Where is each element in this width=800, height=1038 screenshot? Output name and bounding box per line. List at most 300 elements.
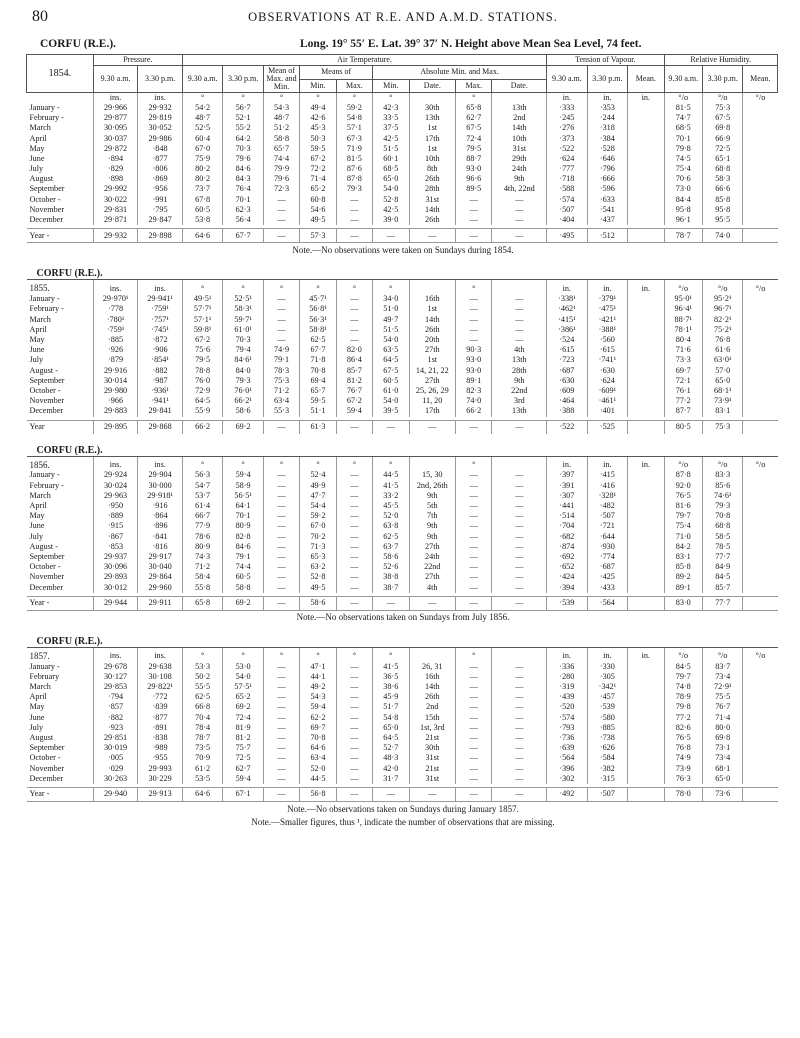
value-cell: ·759¹ (138, 304, 183, 314)
unit-cell: °/o (702, 456, 742, 471)
value-cell (743, 315, 778, 325)
value-cell: ·926 (93, 345, 138, 355)
value-cell (628, 103, 664, 113)
value-cell: 66·9 (702, 134, 742, 144)
unit-cell: in. (587, 93, 627, 104)
unit-cell: ins. (93, 647, 138, 662)
value-cell (743, 406, 778, 416)
value-cell: — (456, 542, 492, 552)
value-cell (628, 205, 664, 215)
value-cell: ·906 (138, 345, 183, 355)
unit-cell: ° (182, 93, 222, 104)
temp-930-header: 9.30 a.m. (182, 66, 222, 93)
value-cell: 9th (492, 174, 547, 184)
value-cell: 29·847 (138, 215, 183, 225)
value-cell: ·328¹ (587, 491, 627, 501)
value-cell: ·584 (587, 753, 627, 763)
year-summary-cell: — (492, 596, 547, 610)
value-cell: — (263, 682, 299, 692)
table-row (27, 154, 778, 164)
month-cell: November (29, 763, 65, 773)
table-row (27, 753, 778, 763)
value-cell: 56·3 (182, 471, 222, 481)
value-cell: ·682 (547, 532, 587, 542)
value-cell: ·956 (138, 185, 183, 195)
value-cell: ·029 (93, 764, 138, 774)
value-cell: 71·2 (263, 386, 299, 396)
year-summary-cell: 69·2 (223, 596, 263, 610)
value-cell: 79·5 (182, 355, 222, 365)
value-cell: 29·819 (138, 113, 183, 123)
air-temperature-header: Air Temperature. (182, 55, 546, 66)
table-row (27, 315, 778, 325)
value-cell: 72·4 (223, 713, 263, 723)
year-summary-cell: — (263, 788, 299, 802)
value-cell: ·507 (547, 205, 587, 215)
note-row (27, 802, 778, 817)
value-cell (743, 774, 778, 784)
value-cell: 70·1 (664, 134, 702, 144)
value-cell: 76·8 (664, 743, 702, 753)
value-cell: 55·9 (182, 406, 222, 416)
units-row (27, 93, 778, 104)
value-cell: — (492, 662, 547, 672)
value-cell: 80·2 (182, 164, 222, 174)
value-cell: 72·9 (182, 386, 222, 396)
value-cell: 59·4 (300, 703, 336, 713)
unit-cell: ins. (93, 280, 138, 295)
value-cell: 76·3 (664, 774, 702, 784)
value-cell: — (263, 315, 299, 325)
year-header: 1854. (27, 55, 94, 93)
month-cell: January - (29, 661, 60, 671)
value-cell: — (336, 491, 372, 501)
value-cell: 29·877 (93, 113, 138, 123)
month-cell: August - (29, 365, 58, 375)
value-cell: — (456, 562, 492, 572)
value-cell: — (336, 325, 372, 335)
value-cell: ·626 (587, 743, 627, 753)
value-cell: 93·0 (456, 355, 492, 365)
year-summary-cell: 74·0 (702, 229, 742, 243)
value-cell: 84·6 (223, 542, 263, 552)
value-cell: — (492, 774, 547, 784)
year-summary-cell (628, 229, 664, 243)
value-cell: 70·6 (664, 174, 702, 184)
value-cell: 52·5 (182, 123, 222, 133)
value-cell: — (336, 195, 372, 205)
value-cell: ·425 (587, 572, 627, 582)
value-cell: 75·4 (664, 164, 702, 174)
value-cell: 29·851 (93, 733, 138, 743)
value-cell: — (456, 733, 492, 743)
value-cell: — (336, 682, 372, 692)
value-cell: 30·108 (138, 672, 183, 682)
station-heading-row (27, 625, 778, 648)
value-cell: 76·5 (664, 491, 702, 501)
value-cell: — (456, 501, 492, 511)
value-cell: 62·5 (373, 532, 409, 542)
unit-cell: ° (182, 280, 222, 295)
means-of-header: Means of (300, 66, 373, 80)
value-cell: 77·9 (182, 521, 222, 531)
year-summary-cell (628, 596, 664, 610)
value-cell: 24th (492, 164, 547, 174)
value-cell: 63·0¹ (702, 355, 742, 365)
table-row (27, 764, 778, 774)
year-summary-cell: 58·6 (300, 596, 336, 610)
year-summary-row (27, 788, 778, 802)
value-cell: 30·040 (138, 562, 183, 572)
value-cell (743, 366, 778, 376)
value-cell: 59·5 (300, 396, 336, 406)
value-cell: 49·9 (300, 481, 336, 491)
value-cell: — (492, 562, 547, 572)
value-cell: 54·3 (263, 103, 299, 113)
value-cell: ·396 (547, 764, 587, 774)
value-cell: — (263, 542, 299, 552)
value-cell (743, 215, 778, 225)
value-cell: 47·7 (300, 491, 336, 501)
value-cell: 66·6 (702, 185, 742, 195)
value-cell: 73·9 (664, 764, 702, 774)
month-cell: February (29, 671, 60, 681)
value-cell: 63·4 (300, 753, 336, 763)
unit-cell: ° (223, 647, 263, 662)
value-cell: 87·6 (336, 164, 372, 174)
value-cell: 30·096 (93, 562, 138, 572)
value-cell (743, 501, 778, 511)
table-row (27, 542, 778, 552)
value-cell: 78·9 (664, 692, 702, 702)
year-summary-cell: — (373, 420, 409, 434)
year-summary-cell: 29·911 (138, 596, 183, 610)
value-cell: ·757¹ (138, 315, 183, 325)
year-summary-cell: 67·7 (223, 229, 263, 243)
value-cell: 26th (409, 215, 456, 225)
value-cell: 61·2 (182, 764, 222, 774)
table-row (27, 103, 778, 113)
value-cell: 10th (492, 134, 547, 144)
year-summary-cell: 73·6 (702, 788, 742, 802)
value-cell: ·774 (587, 552, 627, 562)
value-cell: ·882 (138, 366, 183, 376)
month-cell: April (29, 133, 47, 143)
unit-cell: °/o (743, 280, 778, 295)
table-row (27, 511, 778, 521)
value-cell: ·795 (138, 205, 183, 215)
value-cell: — (492, 733, 547, 743)
value-cell: ·777 (547, 164, 587, 174)
table-row (27, 491, 778, 501)
value-cell: ·867 (93, 532, 138, 542)
value-cell: 65·0 (702, 774, 742, 784)
value-cell: 48·3 (373, 753, 409, 763)
table-row (27, 134, 778, 144)
value-cell: 57·7¹ (182, 304, 222, 314)
value-cell: — (456, 511, 492, 521)
value-cell (743, 491, 778, 501)
value-cell: ·955 (138, 753, 183, 763)
month-cell: September (29, 184, 65, 194)
value-cell: 70·4 (182, 713, 222, 723)
value-cell: ·342¹ (587, 682, 627, 692)
value-cell: 52·0 (300, 764, 336, 774)
value-cell: — (263, 562, 299, 572)
value-cell: 72·5 (702, 144, 742, 154)
value-cell (628, 396, 664, 406)
value-cell (743, 113, 778, 123)
year-label: 1856. (29, 459, 50, 470)
value-cell (628, 753, 664, 763)
value-cell (628, 471, 664, 481)
value-cell: — (456, 294, 492, 304)
month-cell: September (29, 375, 65, 385)
value-cell: 39·5 (373, 406, 409, 416)
value-cell: 68·5 (664, 123, 702, 133)
note-row (27, 610, 778, 625)
value-cell: ·872 (138, 335, 183, 345)
value-cell (628, 406, 664, 416)
month-cell: October - (29, 562, 61, 572)
value-cell (628, 134, 664, 144)
value-cell: 29·970¹ (93, 294, 138, 304)
value-cell: 81·9 (223, 723, 263, 733)
value-cell: 58·3¹ (223, 304, 263, 314)
unit-cell: °/o (702, 280, 742, 295)
value-cell: — (336, 471, 372, 481)
year-summary-cell (628, 420, 664, 434)
value-cell: 93·0 (456, 164, 492, 174)
table-row (27, 723, 778, 733)
value-cell: — (336, 304, 372, 314)
table-row (27, 304, 778, 314)
year-label: 1855. (29, 283, 50, 294)
unit-cell: ° (300, 280, 336, 295)
value-cell: 65·0 (702, 376, 742, 386)
year-summary-cell: 29·895 (93, 420, 138, 434)
value-cell: 69·7 (300, 723, 336, 733)
value-cell: — (336, 662, 372, 672)
unit-cell (409, 456, 456, 471)
value-cell: ·857 (93, 703, 138, 713)
table-row (27, 366, 778, 376)
value-cell: ·386¹ (547, 325, 587, 335)
value-cell (628, 562, 664, 572)
value-cell: 95·8 (702, 205, 742, 215)
month-cell: June (29, 345, 45, 355)
value-cell: — (456, 315, 492, 325)
value-cell: 64·1 (223, 501, 263, 511)
value-cell: ·882 (93, 713, 138, 723)
value-cell (628, 386, 664, 396)
value-cell: 75·7 (223, 743, 263, 753)
value-cell: 9th (492, 376, 547, 386)
value-cell: 84·2 (664, 542, 702, 552)
year-summary-cell: — (336, 788, 372, 802)
value-cell: 58·6 (373, 552, 409, 562)
year-summary-cell: — (492, 229, 547, 243)
value-cell: 54·3 (300, 692, 336, 702)
abs-min-header: Min. (373, 79, 409, 93)
value-cell: 14th (409, 315, 456, 325)
value-cell (743, 733, 778, 743)
station-heading-row (27, 434, 778, 457)
value-cell: — (263, 572, 299, 582)
month-cell: July (29, 355, 44, 365)
value-cell: ·388¹ (587, 325, 627, 335)
value-cell: — (456, 672, 492, 682)
value-cell: 84·3 (223, 174, 263, 184)
page-header (32, 6, 774, 28)
unit-cell: ° (456, 456, 492, 471)
value-cell: ·838 (138, 733, 183, 743)
value-cell: 48·7 (182, 113, 222, 123)
value-cell: 63·7 (373, 542, 409, 552)
year-summary-cell: 61·3 (300, 420, 336, 434)
value-cell: ·874 (547, 542, 587, 552)
value-cell (743, 471, 778, 481)
value-cell (743, 764, 778, 774)
value-cell: 51·5 (373, 144, 409, 154)
value-cell (628, 174, 664, 184)
value-cell: 79·8 (664, 703, 702, 713)
value-cell: 56·5¹ (223, 491, 263, 501)
value-cell: 71·8 (300, 355, 336, 365)
value-cell: 74·4 (263, 154, 299, 164)
value-cell (628, 583, 664, 593)
value-cell: 52·0 (373, 511, 409, 521)
value-cell: 76·8 (702, 335, 742, 345)
value-cell: 69·4 (300, 376, 336, 386)
station-heading (40, 38, 774, 52)
value-cell: ·439 (547, 692, 587, 702)
value-cell: 13th (492, 103, 547, 113)
value-cell: — (263, 733, 299, 743)
value-cell: 21st (409, 733, 456, 743)
month-cell: May (29, 702, 45, 712)
value-cell: 29·883 (93, 406, 138, 416)
unit-cell: in. (628, 647, 664, 662)
month-cell: October - (29, 194, 61, 204)
value-cell: — (263, 753, 299, 763)
value-cell: 15, 30 (409, 471, 456, 481)
unit-cell (409, 647, 456, 662)
value-cell: 29·992 (93, 185, 138, 195)
value-cell: 65·2 (223, 692, 263, 702)
month-cell: April (29, 324, 47, 334)
value-cell: 85·7 (702, 583, 742, 593)
value-cell: — (456, 692, 492, 702)
value-cell: — (336, 562, 372, 572)
table-row (27, 205, 778, 215)
value-cell: 96·1 (664, 215, 702, 225)
value-cell: 14, 21, 22 (409, 366, 456, 376)
value-cell: — (336, 713, 372, 723)
value-cell: ·382 (587, 764, 627, 774)
unit-cell: in. (628, 456, 664, 471)
value-cell: 30·024 (93, 481, 138, 491)
year-summary-cell: — (456, 420, 492, 434)
value-cell: 68·1¹ (702, 386, 742, 396)
value-cell: 75·6 (182, 345, 222, 355)
value-cell: 33·5 (373, 113, 409, 123)
value-cell: ·741¹ (587, 355, 627, 365)
value-cell (743, 396, 778, 406)
value-cell: ·461¹ (587, 396, 627, 406)
year-summary-cell (628, 788, 664, 802)
value-cell: 81·2 (336, 376, 372, 386)
value-cell: 65·2 (300, 185, 336, 195)
value-cell: 58·3 (702, 174, 742, 184)
value-cell: 26th (409, 692, 456, 702)
value-cell: 57·1¹ (182, 315, 222, 325)
value-cell (628, 304, 664, 314)
value-cell: — (263, 491, 299, 501)
value-cell: 79·4 (223, 345, 263, 355)
value-cell: 76·0 (182, 376, 222, 386)
value-cell: — (492, 552, 547, 562)
value-cell: 61·0¹ (223, 325, 263, 335)
value-cell: — (492, 304, 547, 314)
unit-cell: ° (263, 647, 299, 662)
table-row (27, 703, 778, 713)
value-cell (628, 144, 664, 154)
value-cell: 59·4 (223, 471, 263, 481)
value-cell: 16th (409, 672, 456, 682)
humidity-header: Relative Humidity. (664, 55, 777, 66)
value-cell: ·353 (587, 103, 627, 113)
value-cell: — (492, 713, 547, 723)
value-cell: ·723 (547, 355, 587, 365)
month-cell: April (29, 692, 47, 702)
value-cell: 79·5 (456, 144, 492, 154)
value-cell: 44·5 (373, 471, 409, 481)
value-cell: 49·4 (300, 103, 336, 113)
value-cell: — (492, 743, 547, 753)
value-cell: ·966 (93, 396, 138, 406)
table-row (27, 692, 778, 702)
year-summary-cell (743, 420, 778, 434)
value-cell: — (456, 325, 492, 335)
value-cell: 60·5 (182, 205, 222, 215)
month-cell: July (29, 164, 44, 174)
value-cell: — (492, 325, 547, 335)
value-cell: — (456, 682, 492, 692)
month-cell: March (29, 314, 51, 324)
value-cell (628, 723, 664, 733)
value-cell: 77·2 (664, 396, 702, 406)
value-cell: ·615 (547, 345, 587, 355)
value-cell: 45·7¹ (300, 294, 336, 304)
value-cell: 54·0 (373, 335, 409, 345)
value-cell: 62·5 (182, 692, 222, 702)
value-cell: — (456, 774, 492, 784)
value-cell: ·692 (547, 552, 587, 562)
value-cell: 54·8 (336, 113, 372, 123)
unit-cell: °/o (664, 456, 702, 471)
value-cell: — (492, 205, 547, 215)
value-cell: 22nd (409, 562, 456, 572)
value-cell: 28th (409, 185, 456, 195)
table-row (27, 552, 778, 562)
value-cell: 67·2 (336, 396, 372, 406)
value-cell: 44·5 (300, 774, 336, 784)
value-cell: — (456, 723, 492, 733)
value-cell: 54·8 (373, 713, 409, 723)
value-cell: 84·6¹ (223, 355, 263, 365)
year-summary-cell: 78·0 (664, 788, 702, 802)
